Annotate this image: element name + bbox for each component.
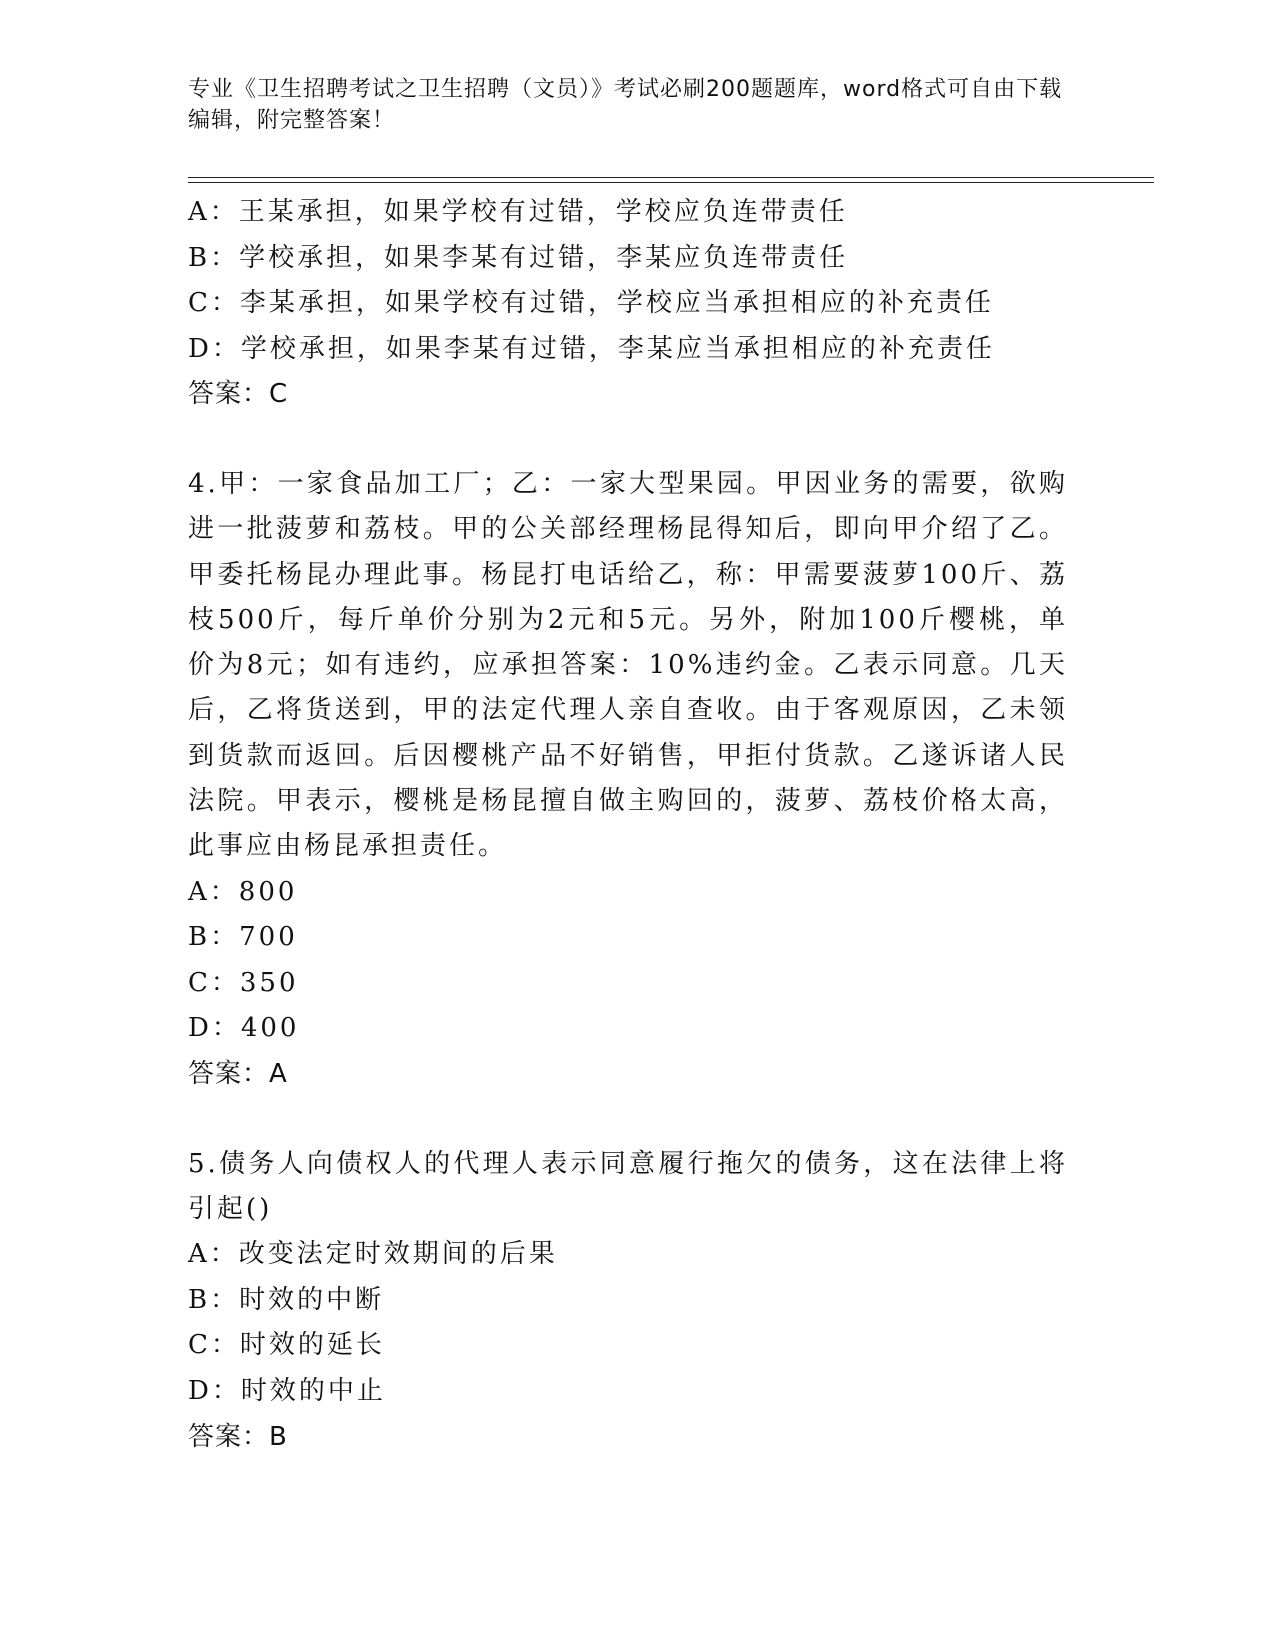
q5-option-b: B：时效的中断	[188, 1284, 385, 1315]
document-header: 专业《卫生招聘考试之卫生招聘（文员）》考试必刷200题题库，word格式可自由下载编辑，附完整答案！	[188, 77, 1063, 133]
q3-option-a: A：王某承担，如果学校有过错，学校应负连带责任	[188, 197, 848, 227]
question-3	[188, 190, 1068, 418]
q3-option-b: B：学校承担，如果李某有过错，李某应负连带责任	[188, 242, 849, 273]
q3-answer: 答案：C	[188, 379, 289, 410]
q5-option-c: C：时效的延长	[188, 1330, 385, 1361]
q4-option-a: A：800	[188, 876, 298, 907]
q4-option-d: D：400	[188, 1013, 300, 1044]
header-rule-top	[188, 177, 1154, 178]
question-content	[188, 190, 1068, 1460]
q5-option-d: D：时效的中止	[188, 1375, 386, 1406]
question-4	[188, 462, 1068, 1098]
q4-stem: 4.甲：一家食品加工厂；乙：一家大型果园。甲因业务的需要，欲购进一批菠萝和荔枝。甲的公关部经理杨昆得知后，即向甲介绍了乙。甲委托杨昆办理此事。杨昆打电话给乙，称：甲需要菠萝100斤、荔枝500斤，每斤单价分别为2元和5元。另外，附加100斤樱桃，单价为8元；如有违约，应承担答案：10%违约金。乙表示同意。几天后，乙将货送到，甲的法定代理人亲自查收。由于客观原因，乙未领到货款而返回。后因樱桃产品不好销售，甲拒付货款。乙遂诉诸人民法院。甲表示，樱桃是杨昆擅自做主购回的，菠萝、荔枝价格太高，此事应由杨昆承担责任。	[188, 468, 1068, 862]
q4-option-b: B：700	[188, 922, 298, 953]
spacer	[188, 1098, 1068, 1142]
q5-answer: 答案：B	[188, 1421, 288, 1452]
q3-option-d: D：学校承担，如果李某有过错，李某应当承担相应的补充责任	[188, 333, 995, 364]
q5-stem: 5.债务人向债权人的代理人表示同意履行拖欠的债务，这在法律上将引起()	[188, 1148, 1068, 1224]
q4-answer: 答案：A	[188, 1059, 288, 1090]
spacer	[188, 418, 1068, 462]
q5-option-a: A：改变法定时效期间的后果	[188, 1239, 558, 1270]
question-5	[188, 1142, 1068, 1461]
q3-option-c: C：李某承担，如果学校有过错，学校应当承担相应的补充责任	[188, 288, 994, 319]
q4-option-c: C：350	[188, 967, 299, 998]
header-rule-bottom	[188, 182, 1154, 183]
